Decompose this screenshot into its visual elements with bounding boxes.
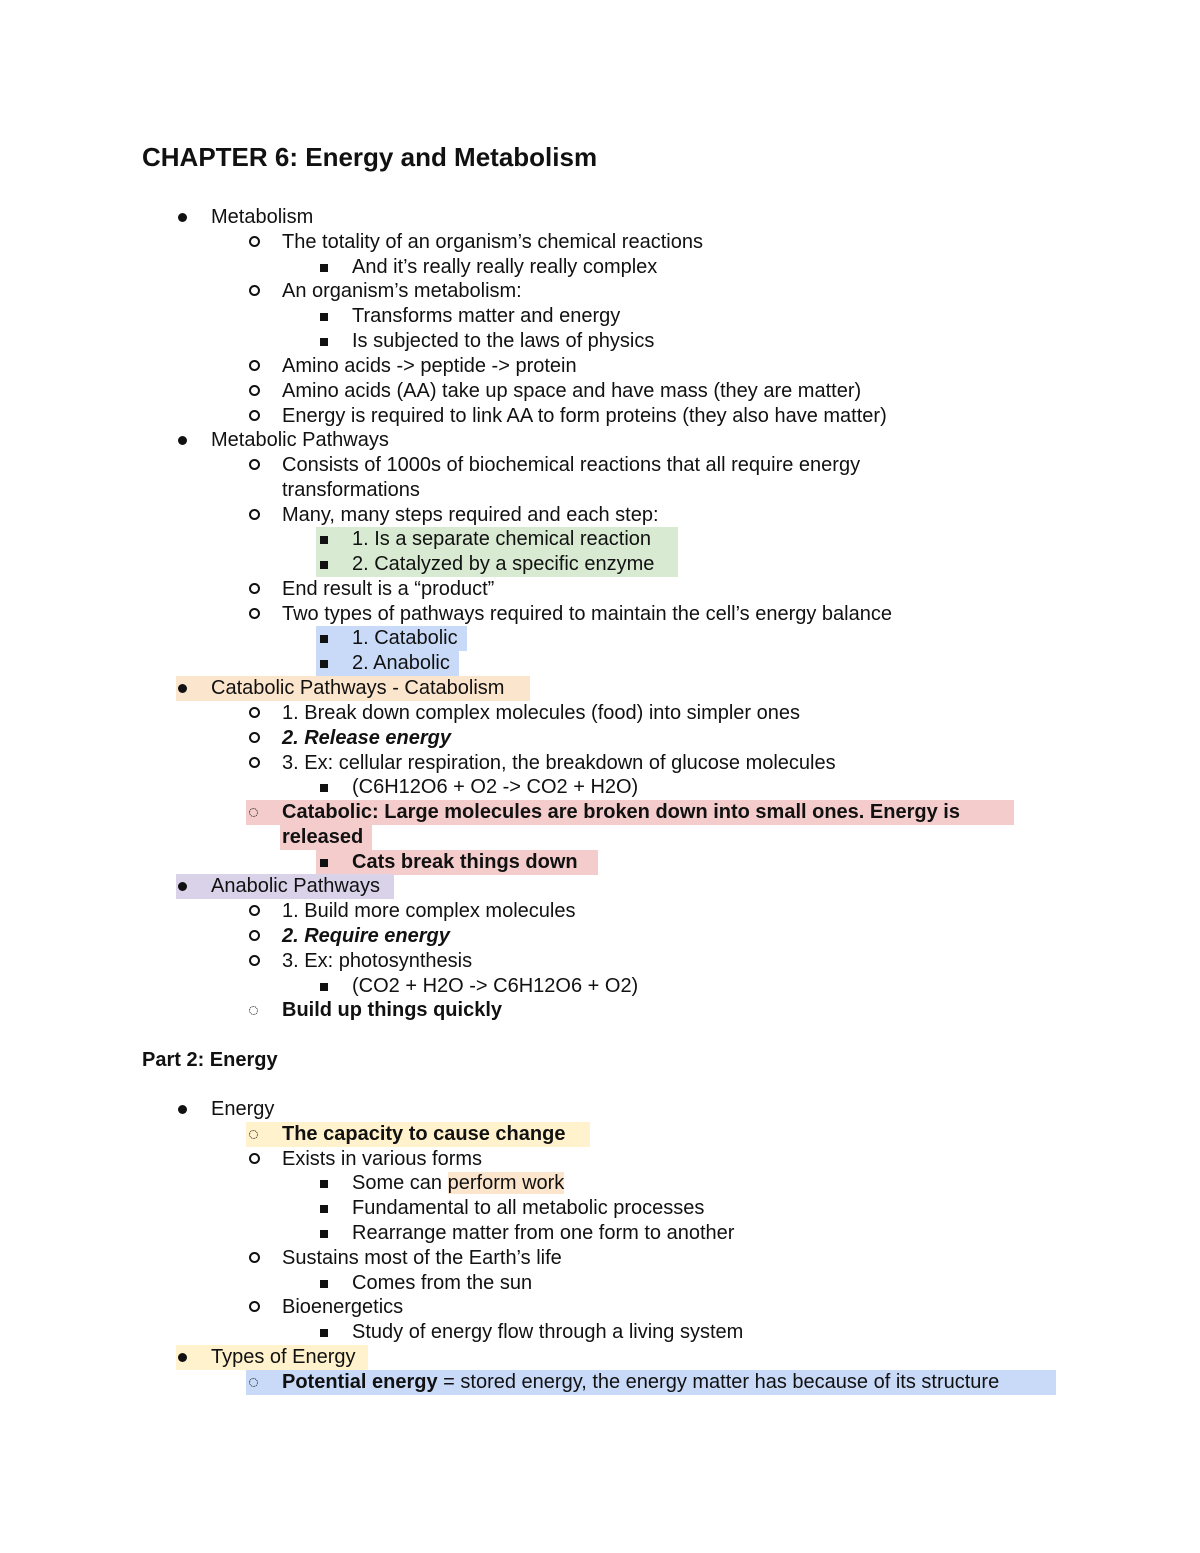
bullet-square	[320, 552, 328, 577]
list-item: Two types of pathways required to maintain the cell’s energy balance	[282, 603, 892, 625]
bullet-square	[320, 651, 328, 676]
bullet-square	[320, 527, 328, 552]
bullet-circle	[249, 453, 260, 478]
list-item: 2. Catalyzed by a specific enzyme	[352, 553, 655, 575]
bullet-square	[320, 255, 328, 280]
list-item: Anabolic Pathways	[211, 875, 380, 897]
list-item: Amino acids -> peptide -> protein	[282, 355, 577, 377]
bullet-dotted-circle	[249, 1122, 258, 1147]
bullet-circle	[249, 230, 260, 255]
list-item-text: = stored energy, the energy matter has because of its structure	[437, 1371, 1000, 1393]
bullet-circle	[249, 1295, 260, 1320]
section-title: Part 2: Energy	[142, 1049, 278, 1071]
bullet-square	[320, 1196, 328, 1221]
bullet-dotted-circle	[249, 1370, 258, 1395]
list-item: 2. Require energy	[282, 925, 450, 947]
bullet-dot	[178, 205, 187, 230]
list-item: Energy	[211, 1098, 275, 1120]
list-item: Bioenergetics	[282, 1296, 404, 1318]
list-item: An organism’s metabolism:	[282, 280, 522, 302]
list-item: The totality of an organism’s chemical reactions	[282, 231, 703, 253]
list-item: (CO2 + H2O -> C6H12O6 + O2)	[352, 975, 639, 997]
list-item: Build up things quickly	[282, 999, 502, 1021]
list-item: Study of energy flow through a living system	[352, 1321, 744, 1343]
list-item: Types of Energy	[211, 1346, 356, 1368]
bullet-circle	[249, 701, 260, 726]
bullet-square	[320, 1320, 328, 1345]
list-item: And it’s really really really complex	[352, 256, 658, 278]
bullet-square	[320, 850, 328, 875]
bullet-circle	[249, 899, 260, 924]
list-item: 2. Anabolic	[352, 652, 450, 674]
list-item: Metabolic Pathways	[211, 429, 389, 451]
list-item: Fundamental to all metabolic processes	[352, 1197, 705, 1219]
bullet-circle	[249, 726, 260, 751]
bullet-circle	[249, 924, 260, 949]
bullet-circle	[249, 949, 260, 974]
bullet-dot	[178, 676, 187, 701]
list-item: Exists in various forms	[282, 1148, 483, 1170]
list-item: 3. Ex: photosynthesis	[282, 950, 473, 972]
list-item	[352, 1171, 564, 1196]
bullet-square	[320, 1171, 328, 1196]
bullet-square	[320, 626, 328, 651]
list-item: 1. Break down complex molecules (food) into simpler ones	[282, 702, 801, 724]
list-item: Catabolic Pathways - Catabolism	[211, 677, 505, 699]
list-item: Catabolic: Large molecules are broken down into small ones. Energy is	[282, 801, 960, 823]
bullet-square	[320, 974, 328, 999]
page-title: CHAPTER 6: Energy and Metabolism	[142, 142, 598, 172]
list-item: Comes from the sun	[352, 1272, 533, 1294]
list-item: 3. Ex: cellular respiration, the breakdown of glucose molecules	[282, 752, 836, 774]
list-item: Is subjected to the laws of physics	[352, 330, 655, 352]
list-item: 2. Release energy	[282, 727, 451, 749]
bullet-circle	[249, 279, 260, 304]
bullet-circle	[249, 577, 260, 602]
bullet-circle	[249, 1147, 260, 1172]
bullet-dot	[178, 428, 187, 453]
bullet-square	[320, 329, 328, 354]
bullet-dot	[178, 1345, 187, 1370]
list-item: Amino acids (AA) take up space and have mass (they are matter)	[282, 380, 862, 402]
list-item: Rearrange matter from one form to another	[352, 1222, 735, 1244]
list-item: Metabolism	[211, 206, 314, 228]
list-item: Energy is required to link AA to form proteins (they also have matter)	[282, 405, 887, 427]
bullet-square	[320, 1221, 328, 1246]
list-item: Consists of 1000s of biochemical reactions that all require energy	[282, 454, 861, 476]
list-item: Sustains most of the Earth’s life	[282, 1247, 562, 1269]
list-item-text: Some can	[352, 1172, 448, 1194]
bullet-dot	[178, 874, 187, 899]
list-item: Cats break things down	[352, 851, 578, 873]
bullet-circle	[249, 404, 260, 429]
list-item	[282, 1370, 999, 1395]
list-item-continuation: released	[282, 826, 364, 848]
list-item: 1. Catabolic	[352, 627, 458, 649]
bullet-circle	[249, 751, 260, 776]
bullet-dot	[178, 1097, 187, 1122]
highlighted-text: perform work	[447, 1172, 565, 1194]
list-item: 1. Is a separate chemical reaction	[352, 528, 652, 550]
bullet-circle	[249, 503, 260, 528]
bold-term: Potential energy	[282, 1371, 438, 1393]
bullet-square	[320, 304, 328, 329]
bullet-dotted-circle	[249, 800, 258, 825]
list-item: The capacity to cause change	[282, 1123, 566, 1145]
list-item: Many, many steps required and each step:	[282, 504, 659, 526]
list-item: End result is a “product”	[282, 578, 495, 600]
bullet-dotted-circle	[249, 998, 258, 1023]
bullet-circle	[249, 379, 260, 404]
list-item: (C6H12O6 + O2 -> CO2 + H2O)	[352, 776, 639, 798]
bullet-square	[320, 1271, 328, 1296]
list-item: Transforms matter and energy	[352, 305, 621, 327]
list-item: 1. Build more complex molecules	[282, 900, 576, 922]
bullet-circle	[249, 354, 260, 379]
bullet-square	[320, 775, 328, 800]
bullet-circle	[249, 602, 260, 627]
bullet-circle	[249, 1246, 260, 1271]
list-item-continuation: transformations	[282, 479, 420, 501]
